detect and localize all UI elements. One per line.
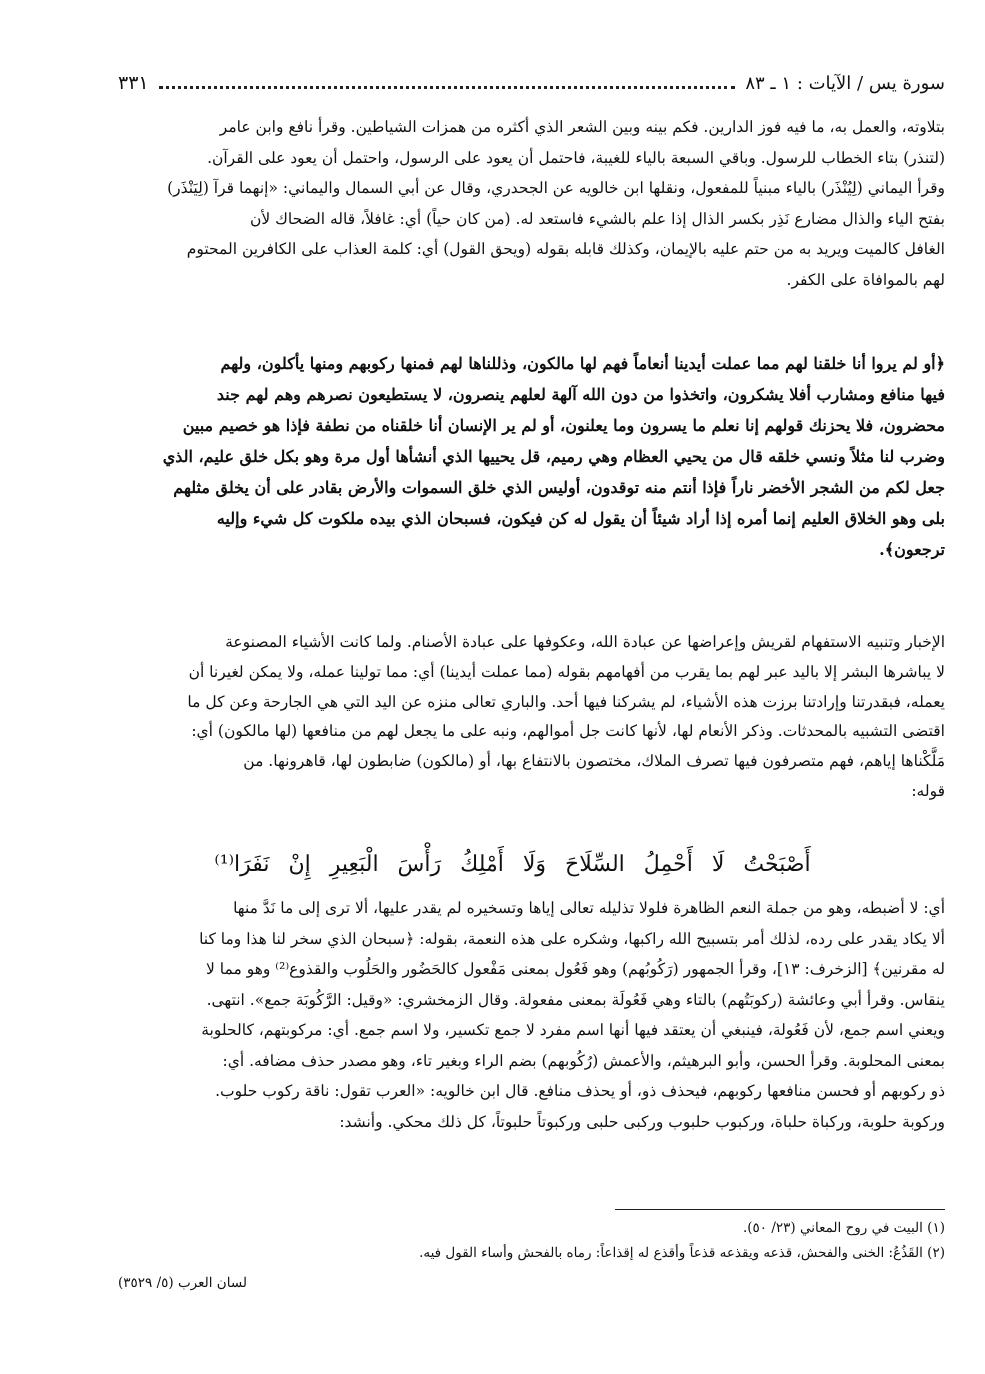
running-title: سورة يس / الآيات : ١ ـ ٨٣ — [745, 72, 945, 94]
footnote-source: لسان العرب (٥/ ٣٥٢٩) — [118, 1275, 247, 1291]
text-line: مَلَّكْناها إياهم، فهم متصرفون فيها تصرف الملاك، مختصون بالانتفاع بها، أو (مالكون) ضابطون لها، قاهرونها. من — [243, 752, 945, 771]
text-line: وقرأ اليماني (لِيُنْذَر) بالياء مبنياً للمفعول، ونقلها ابن خالويه عن الجحدري، وقال عن أبي السمال واليماني: «إنهما قرآ (لِيَنْذَر) — [167, 179, 945, 197]
verse-line: ترجعون﴾. — [879, 540, 945, 559]
text-line: بفتح الياء والذال مضارع نَذِر بكسر الذال إذا علم بالشيء فاستعد له. (من كان حياً) أي: غافلاً، قاله الضحاك لأن — [249, 209, 945, 228]
page-number: ٣٣١ — [118, 72, 149, 94]
verse-line: وضرب لنا مثلاً ونسي خلقه قال من يحيي العظام وهي رميم، قل يحييها الذي أنشأها أول مرة وهو بكل خلق عليم، الذي — [162, 447, 945, 466]
commentary-paragraph-2 — [118, 628, 945, 807]
text-line: له مقرنين﴾ [الزخرف: ١٣]، وقرأ الجمهور (رَكُوبُهم) وهو فَعُول بمعنى مَفْعول كالحَضُور والحَلُوب والقذوع⁽²⁾ وهو مما لا — [206, 960, 945, 978]
poetry-verse: أَصْبَحْتُ لَا أَحْمِلُ السِّلَاحَ وَلَا أَمْلِكُ رَأْسَ الْبَعِيرِ إِنْ نَفَرَا⁽¹⁾ — [214, 852, 811, 877]
header-dot-leader — [159, 86, 736, 89]
text-line: قوله: — [911, 781, 945, 800]
text-line: الإخبار وتنبيه الاستفهام لقريش وإعراضها عن عبادة الله، وعكوفها على عبادة الأصنام. ولما كانت الأشياء المصنوعة — [225, 633, 945, 651]
text-line: ألا يكاد يقدر على رده، لذلك أمر بتسبيح الله راكبها، وشكره على هذه النعمة، بقوله: ﴿سبحان الذي سخر لنا هذا وما كنا — [199, 929, 945, 948]
text-line: وركوبة حلوبة، وركباة حلباة، وركبوب حلبوب وركبى حلبى وركبوتاً حلبوتاً، كل ذلك محكي. وأنشد: — [339, 1112, 945, 1131]
text-line: أي: لا أضبطه، وهو من جملة النعم الظاهرة فلولا تذليله تعالى إياها وتسخيره لم يقدر عليها، ألا ترى إلى ما نَدَّ منها — [233, 899, 945, 917]
text-line: بمعنى المحلوبة. وقرأ الحسن، وأبو البرهيثم، والأعمش (رُكُوبهم) بضم الراء وبغير تاء، وهو مصدر حذف مضافه. أي: — [222, 1051, 945, 1070]
footnote-1: (١) البيت في روح المعاني (٢٣/ ٥٠). — [742, 1220, 945, 1236]
text-line: اقتضى التشبيه بالمحدثات. وذكر الأنعام لها، لأنها كانت جل أموالهم، ونبه على ما يجعل لهم من منافعها (لها مالكون) أي: — [191, 722, 945, 741]
footnote-divider — [615, 1209, 945, 1210]
verse-line: بلى وهو الخلاق العليم إنما أمره إذا أراد شيئاً أن يقول له كن فيكون، فسبحان الذي بيده ملكوت كل شيء وإليه — [216, 509, 945, 528]
text-line: ذو ركوبهم أو فحسن منافعها ركوبهم، فيحذف ذو، أو يحذف منافع. قال ابن خالويه: «العرب تقول: ناقة ركوب حلوب. — [215, 1082, 945, 1100]
verse-line: ﴿أو لم يروا أنا خلقنا لهم مما عملت أيدينا أنعاماً فهم لها مالكون، وذللناها لهم فمنها ركوبهم ومنها يأكلون، ولهم — [220, 354, 945, 373]
commentary-paragraph-1 — [118, 112, 945, 295]
text-line: ينقاس. وقرأ أبي وعائشة (ركوبَتُهم) بالتاء وهي فَعُولَة بمعنى مفعولة. وقال الزمخشري: «وقيل: الرَّكُوبَة جمع». انتهى. — [206, 990, 945, 1009]
verse-line: جعل لكم من الشجر الأخضر ناراً فإذا أنتم منه توقدون، أوليس الذي خلق السموات والأرض بقادر على أن يخلق مثلهم — [173, 478, 945, 497]
quran-verses-block — [118, 348, 945, 565]
text-line: الغافل كالميت ويريد به من حتم عليه بالإيمان، وكذلك قابله بقوله (ويحق القول) أي: كلمة العذاب على الكافرين المحتوم — [186, 240, 945, 258]
text-line: ويعني اسم جمع، لأن فَعُولة، فينبغي أن يعتقد فيها أنها اسم مفرد لا جمع تكسير، ولا اسم جمع. أي: مركوبتهم، كالحلوبة — [201, 1021, 945, 1039]
verse-line: فيها منافع ومشارب أفلا يشكرون، واتخذوا من دون الله آلهة لعلهم ينصرون، لا يستطيعون نصرهم وهم لهم جند — [216, 385, 945, 404]
text-line: (لتنذر) بتاء الخطاب للرسول. وباقي السبعة بالياء للغيبة، فاحتمل أن يعود على الرسول، واحتمل أن يعود على القرآن. — [207, 148, 945, 167]
commentary-paragraph-3 — [118, 893, 945, 1137]
text-line: بتلاوته، والعمل به، ما فيه فوز الدارين. فكم بينه وبين الشعر الذي أكثره من همزات الشياطين. وقرأ نافع وابن عامر — [219, 118, 945, 136]
text-line: لهم بالموافاة على الكفر. — [786, 270, 945, 289]
footnote-2: (٢) القَذُعُ: الخنى والفحش، قذعه ويقذعه قذعاً وأقذع له إقذاعاً: رماه بالفحش وأساء القول فيه. — [419, 1245, 945, 1261]
page-header — [118, 66, 945, 100]
text-line: لا يباشرها البشر إلا باليد عبر لهم بما يقرب من أفهامهم بقوله (مما عملت أيدينا) أي: مما تولينا عمله، ولا يمكن لغيرنا أن — [188, 662, 945, 681]
verse-line: محضرون، فلا يحزنك قولهم إنا نعلم ما يسرون وما يعلنون، أو لم ير الإنسان أنا خلقناه من نطفة فإذا هو خصيم مبين — [182, 416, 945, 435]
text-line: يعمله، فبقدرتنا وإرادتنا برزت هذه الأشياء، لم يشركنا فيها أحد. والباري تعالى منزه عن اليد التي هي الجارحة وعن كل ما — [187, 692, 945, 711]
footnotes — [118, 1216, 945, 1266]
